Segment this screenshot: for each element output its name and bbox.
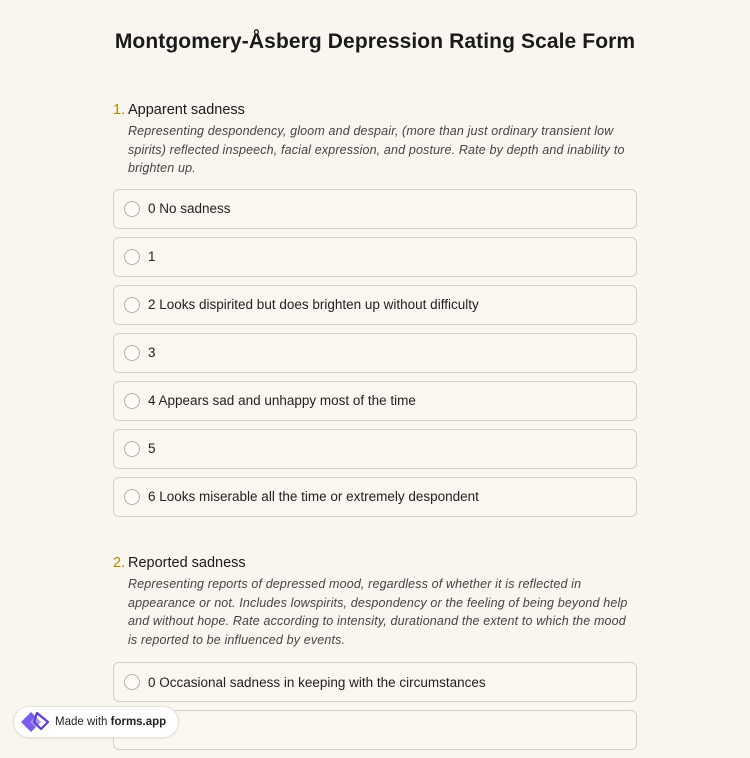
- question-reported-sadness: [110, 555, 637, 758]
- forms-app-logo-icon: [20, 710, 50, 734]
- question-title: Apparent sadness: [128, 102, 245, 118]
- question-title: Reported sadness: [128, 555, 246, 571]
- question-header: [113, 102, 637, 119]
- badge-prefix: Made with: [55, 716, 111, 728]
- radio-option-0[interactable]: [113, 189, 637, 229]
- radio-option-label: 5: [148, 441, 156, 456]
- radio-option-label: 6 Looks miserable all the time or extremely despondent: [148, 489, 479, 504]
- radio-option-1[interactable]: [110, 710, 637, 750]
- radio-option-label: 3: [148, 345, 156, 360]
- radio-option-1[interactable]: [113, 237, 637, 277]
- radio-option-label: 0 Occasional sadness in keeping with the circumstances: [148, 674, 486, 690]
- radio-circle-icon[interactable]: [124, 393, 140, 409]
- radio-circle-icon[interactable]: [124, 297, 140, 313]
- radio-option-label: 4 Appears sad and unhappy most of the time: [148, 393, 416, 408]
- radio-option-label: 0 No sadness: [148, 201, 231, 216]
- radio-circle-icon[interactable]: [124, 201, 140, 217]
- radio-option-2[interactable]: [113, 285, 637, 325]
- question-number: 1.: [113, 102, 126, 118]
- badge-text: [55, 716, 166, 728]
- question-header: [113, 555, 637, 572]
- radio-circle-icon[interactable]: [124, 345, 140, 361]
- radio-option-4[interactable]: [113, 381, 637, 421]
- question-description: Representing reports of depressed mood, regardless of whether it is reflected in appearance or not. Includes lowspirits, despondency or the feeling of being beyond help and without hope. Rate according to intensity, durationand the extent to which the mood is reported to be influenced by events.: [128, 577, 628, 647]
- radio-option-5[interactable]: [113, 429, 637, 469]
- radio-option-label: 1: [148, 249, 156, 264]
- radio-option-6[interactable]: [113, 477, 637, 517]
- radio-option-0[interactable]: [113, 662, 637, 702]
- radio-circle-icon[interactable]: [124, 489, 140, 505]
- form-title: Montgomery-Åsberg Depression Rating Scale Form: [114, 30, 636, 53]
- question-apparent-sadness: [113, 102, 637, 525]
- radio-option-label: 2 Looks dispirited but does brighten up without difficulty: [148, 297, 479, 312]
- question-number: 2.: [113, 555, 126, 571]
- radio-circle-icon[interactable]: [124, 674, 140, 690]
- radio-circle-icon[interactable]: [124, 249, 140, 265]
- question-description: Representing despondency, gloom and despair, (more than just ordinary transient low spirits) reflected inspeech, facial expression, and posture. Rate by depth and inability to brighten up.: [128, 124, 625, 175]
- radio-circle-icon[interactable]: [124, 441, 140, 457]
- radio-group: [110, 662, 637, 750]
- badge-brand: forms.app: [110, 716, 167, 728]
- radio-option-3[interactable]: [113, 333, 637, 373]
- radio-group: [113, 189, 637, 517]
- made-with-forms-app-badge[interactable]: [13, 706, 179, 738]
